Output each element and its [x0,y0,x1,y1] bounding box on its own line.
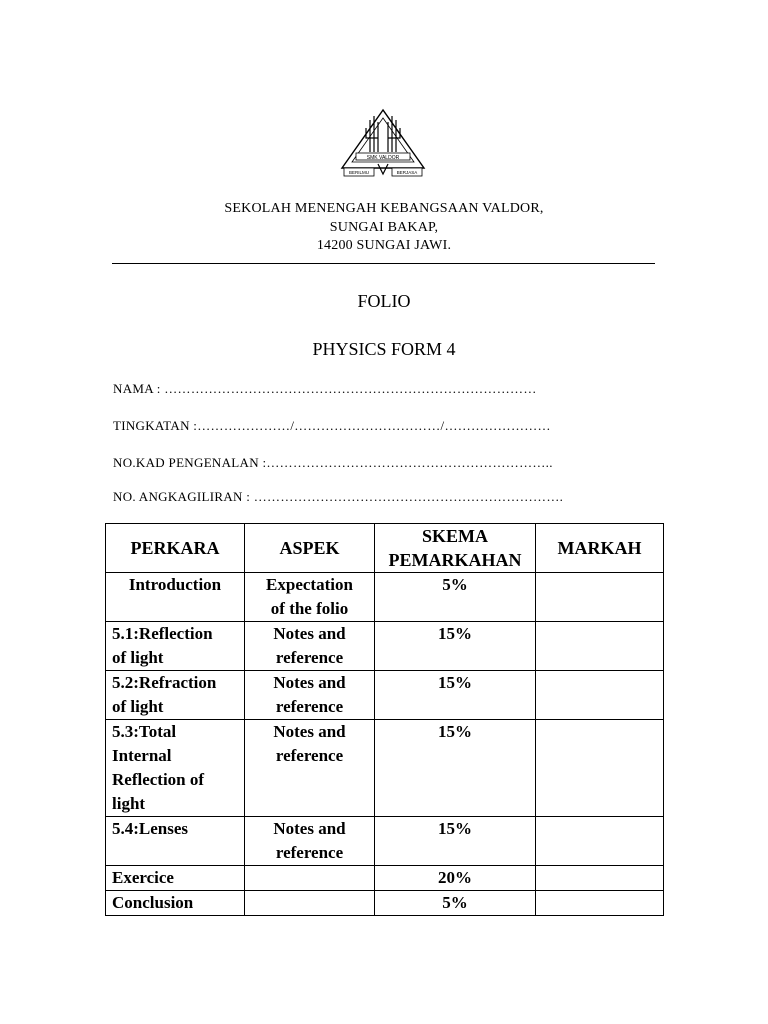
cell-markah[interactable] [536,891,664,916]
table-row [106,866,664,891]
cell-markah[interactable] [536,622,664,671]
field-nama[interactable]: NAMA : ………………………………………………………………………… [113,381,537,396]
cell-perkara [106,622,245,671]
logo-text-1: SMK VALDOR [366,155,400,161]
cell-aspek [245,891,375,916]
cell-aspek [245,720,375,817]
cell-aspek-line2: reference [275,697,344,716]
field-tingkatan[interactable]: TINGKATAN :…………………/……………………………/…………………… [113,418,551,433]
cell-aspek-line2: reference [275,648,344,667]
table-header-row [106,524,664,573]
logo-text-3: BERJASA [396,170,418,175]
cell-perkara-line3: Reflection of [112,770,205,789]
cell-skema: 5% [375,573,536,622]
cell-aspek [245,671,375,720]
cell-aspek [245,573,375,622]
doc-subtitle: PHYSICS FORM 4 [312,339,456,359]
cell-skema: 15% [375,671,536,720]
cell-perkara-line1: 5.2:Refraction [112,673,217,692]
marking-scheme-table [105,523,664,916]
cell-perkara-line2: of light [112,648,164,667]
cell-perkara-line1: 5.1:Reflection [112,624,213,643]
school-logo [340,108,426,184]
header-markah: MARKAH [536,524,664,573]
cell-aspek [245,866,375,891]
cell-perkara: Exercice [106,866,245,891]
cell-aspek-line2: of the folio [270,599,349,618]
cell-perkara-line2: of light [112,697,164,716]
cell-perkara-line2: Internal [112,746,172,765]
cell-skema: 15% [375,817,536,866]
doc-title: FOLIO [357,291,411,311]
cell-skema: 5% [375,891,536,916]
cell-perkara-line4: light [112,794,146,813]
cell-markah[interactable] [536,573,664,622]
cell-aspek [245,817,375,866]
cell-aspek-line1: Notes and [273,722,346,741]
header-aspek: ASPEK [245,524,375,573]
cell-aspek-line1: Notes and [273,673,346,692]
school-town: SUNGAI BAKAP, [329,220,439,235]
table-row [106,720,664,817]
header-divider [112,263,655,264]
cell-markah[interactable] [536,866,664,891]
header-skema-line2: PEMARKAHAN [388,550,522,570]
cell-aspek [245,622,375,671]
header-perkara: PERKARA [106,524,245,573]
field-ic-number[interactable]: NO.KAD PENGENALAN :……………………………………………………….. [113,455,553,470]
field-angka-giliran[interactable]: NO. ANGKAGILIRAN : ……………………………………………………………. [113,489,564,504]
cell-perkara [106,720,245,817]
cell-skema: 20% [375,866,536,891]
table-row [106,817,664,866]
cell-skema: 15% [375,622,536,671]
logo-text-2: BERILMU [348,170,370,175]
header-skema-line1: SKEMA [421,526,488,546]
table-row [106,671,664,720]
cell-markah[interactable] [536,817,664,866]
header-skema [375,524,536,573]
cell-aspek-line1: Notes and [273,819,346,838]
table-row [106,573,664,622]
cell-skema: 15% [375,720,536,817]
cell-perkara: Conclusion [106,891,245,916]
cell-markah[interactable] [536,671,664,720]
cell-perkara: 5.4:Lenses [106,817,245,866]
cell-aspek-line2: reference [275,843,344,862]
school-name: SEKOLAH MENENGAH KEBANGSAAN VALDOR, [224,201,544,216]
table-row [106,891,664,916]
cell-aspek-line1: Expectation [266,575,353,594]
table-row [106,622,664,671]
cell-perkara [106,671,245,720]
cell-perkara: Introduction [106,573,245,622]
cell-perkara-line1: 5.3:Total [112,722,177,741]
cell-aspek-line1: Notes and [273,624,346,643]
cell-markah[interactable] [536,720,664,817]
cell-aspek-line2: reference [275,746,344,765]
school-postcode: 14200 SUNGAI JAWI. [316,238,452,253]
